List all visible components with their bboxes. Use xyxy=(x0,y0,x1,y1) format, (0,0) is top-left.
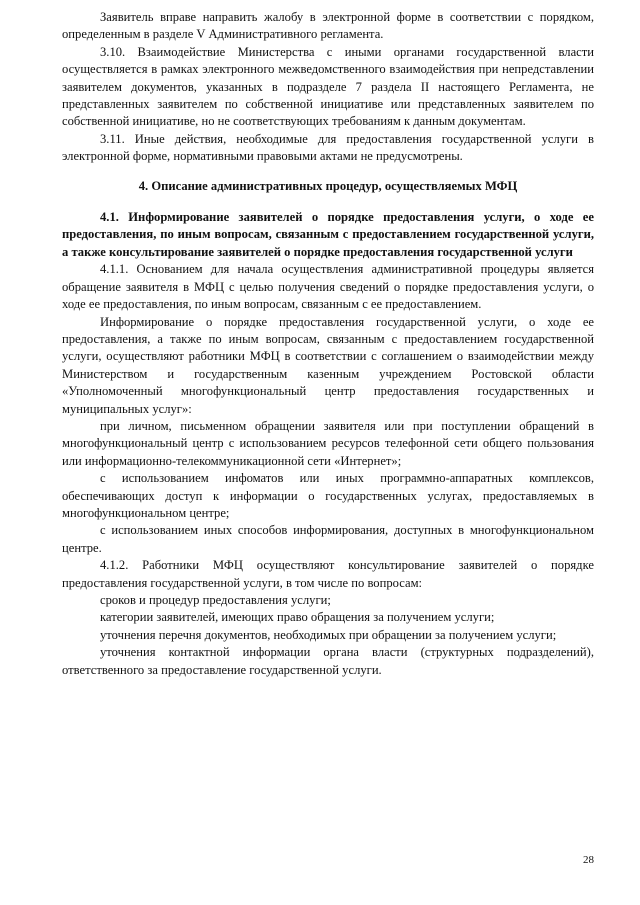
list-item-infomats: с использованием инфоматов или иных программно-аппаратных комплексов, обеспечивающих доступ к информации о государственных услугах, предоставляемых в многофункциональном центре; xyxy=(62,471,594,520)
section-heading-4: 4. Описание административных процедур, осуществляемых МФЦ xyxy=(138,178,518,193)
page-content xyxy=(62,9,594,679)
page-number: 28 xyxy=(583,854,594,866)
list-item-personal-appeal: при личном, письменном обращении заявителя или при поступлении обращений в многофункциональный центр с использованием ресурсов телефонной сети общего пользования или информационно-телекоммуникационной сети «Интернет»; xyxy=(62,418,594,468)
paragraph-4-1-1: 4.1.1. Основанием для начала осуществления административной процедуры является обращение заявителя в МФЦ с целью получения сведений о порядке предоставления услуги, о ходе ее предоставления, по иным вопросам, связанным с ее предоставлением. xyxy=(62,262,594,312)
list-item-categories: категории заявителей, имеющих право обращения за получением услуги; xyxy=(100,610,495,625)
list-item-terms: сроков и процедур предоставления услуги; xyxy=(100,593,331,607)
list-item-documents: уточнения перечня документов, необходимых при обращении за получением услуги; xyxy=(100,627,557,642)
paragraph-3-11: 3.11. Иные действия, необходимые для предоставления государственной услуги в электронной форме, нормативными правовыми актами не предусмотрены. xyxy=(62,131,594,164)
paragraph-informing: Информирование о порядке предоставления государственной услуги, о ходе ее предоставления, а также по иным вопросам, связанным с предоставлением государственной услуги, осуществляют работники МФЦ в соответствии с соглашением о взаимодействии между Министерством и государственным казенным учреждением Ростовской области «Уполномоченный многофункциональный центр предоставления государственных и муниципальных услуг»: xyxy=(62,314,594,416)
subsection-heading-4-1: 4.1. Информирование заявителей о порядке предоставления услуги, о ходе ее предоставления, по иным вопросам, связанным с предоставлением государственной услуги, а также консультирование заявителей о порядке предоставления государственной услуги xyxy=(62,210,594,259)
paragraph-4-1-2: 4.1.2. Работники МФЦ осуществляют консультирование заявителей о порядке предоставления государственной услуги, в том числе по вопросам: xyxy=(62,558,594,590)
list-item-contacts: уточнения контактной информации органа власти (структурных подразделений), ответственного за предоставление государственной услуги. xyxy=(62,645,594,677)
paragraph-3-10: 3.10. Взаимодействие Министерства с иными органами государственной власти осуществляется в рамках электронного межведомственного взаимодействия при непредставлении заявителем документов, указанных в подразделе 7 раздела II настоящего Регламента, не представленных заявителем по собственной инициативе или представленных заявителем по собственной инициативе, но не соответствующих требованиям к данным документам. xyxy=(62,44,594,129)
paragraph-appeal-electronic: Заявитель вправе направить жалобу в электронной форме в соответствии с порядком, определенным в разделе V Административного регламента. xyxy=(62,10,594,42)
list-item-other-methods: с использованием иных способов информирования, доступных в многофункциональном центре. xyxy=(62,523,594,555)
